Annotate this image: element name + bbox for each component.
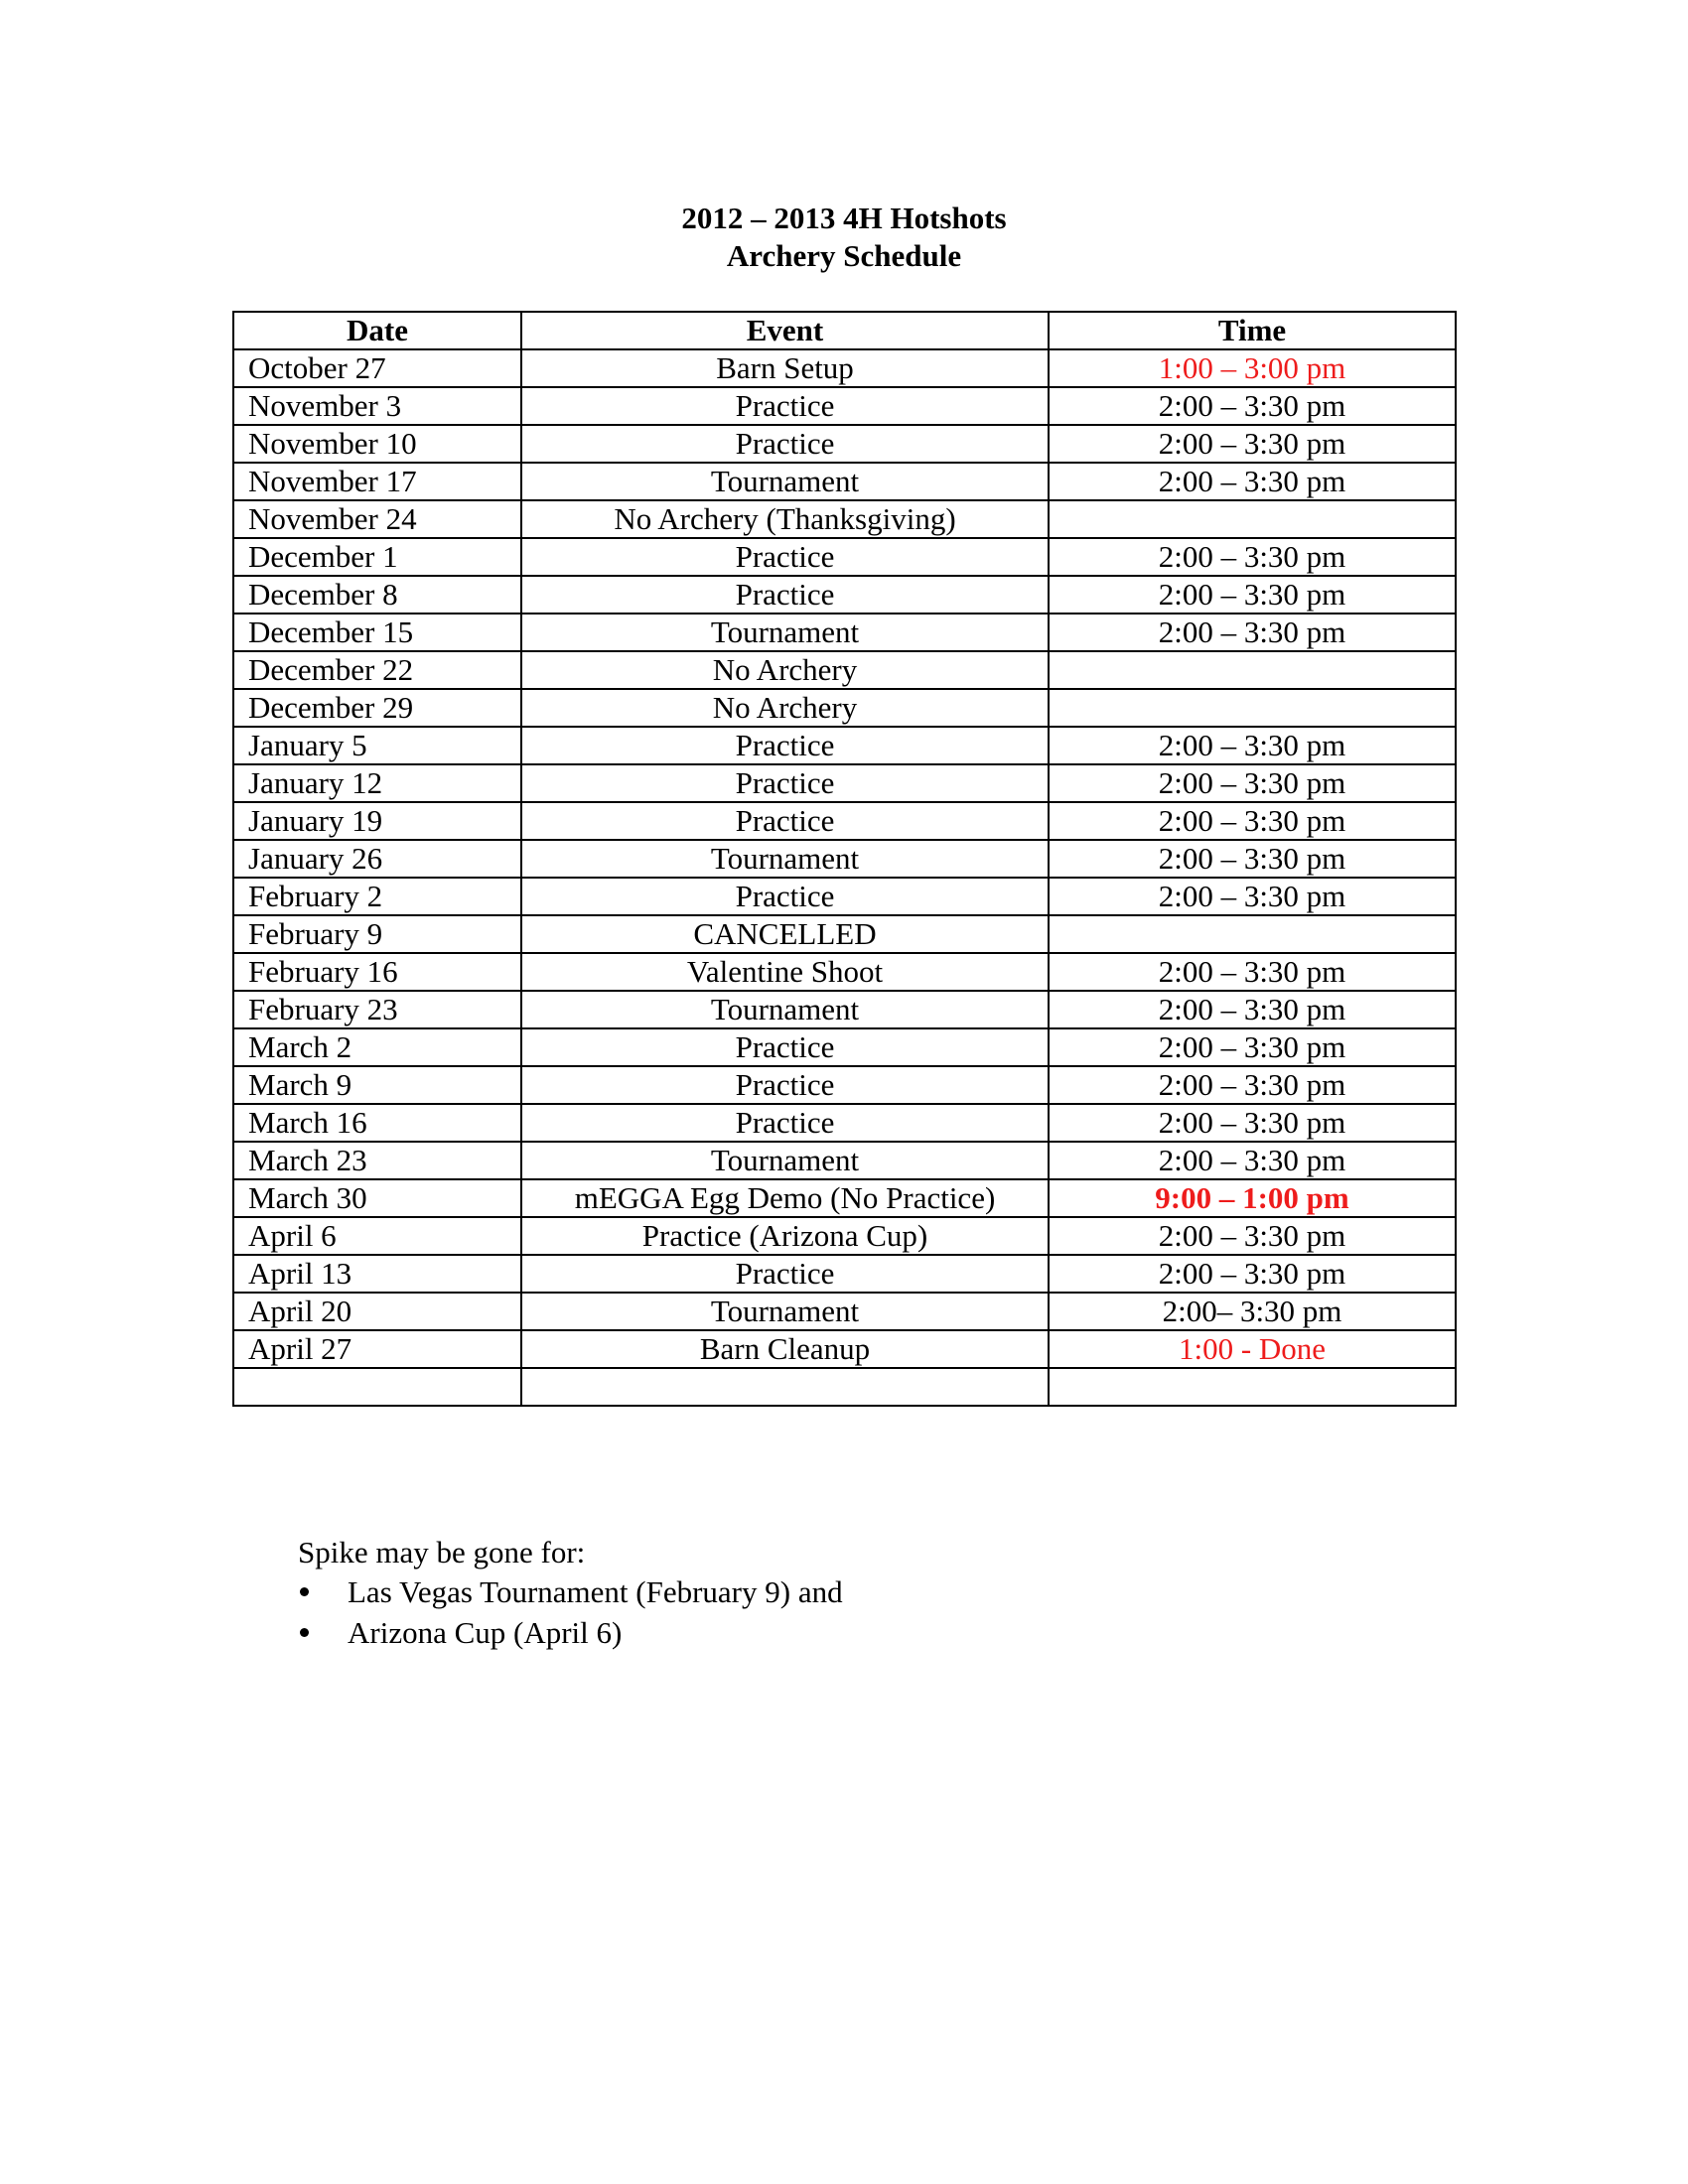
- cell-event: Barn Setup: [521, 349, 1049, 387]
- table-row: [233, 538, 1456, 576]
- cell-time: [1049, 689, 1456, 727]
- cell-time: 2:00 – 3:30 pm: [1049, 764, 1456, 802]
- cell-time: 2:00 – 3:30 pm: [1049, 953, 1456, 991]
- table-row: [233, 1104, 1456, 1142]
- table-row: [233, 915, 1456, 953]
- cell-date: December 8: [233, 576, 521, 614]
- cell-date: November 17: [233, 463, 521, 500]
- cell-date: January 5: [233, 727, 521, 764]
- cell-time: 2:00 – 3:30 pm: [1049, 878, 1456, 915]
- cell-event: Tournament: [521, 614, 1049, 651]
- cell-time: 2:00 – 3:30 pm: [1049, 840, 1456, 878]
- table-row: [233, 500, 1456, 538]
- cell-time: 2:00 – 3:30 pm: [1049, 1104, 1456, 1142]
- cell-time: 2:00 – 3:30 pm: [1049, 538, 1456, 576]
- cell-time: 2:00 – 3:30 pm: [1049, 387, 1456, 425]
- table-row: [233, 991, 1456, 1028]
- table-row: [233, 802, 1456, 840]
- table-row: [233, 878, 1456, 915]
- cell-date: November 10: [233, 425, 521, 463]
- cell-time: 2:00 – 3:30 pm: [1049, 1028, 1456, 1066]
- table-row: [233, 651, 1456, 689]
- cell-date: January 19: [233, 802, 521, 840]
- table-row: [233, 1142, 1456, 1179]
- cell-event: Practice (Arizona Cup): [521, 1217, 1049, 1255]
- cell-date: March 23: [233, 1142, 521, 1179]
- cell-date: February 2: [233, 878, 521, 915]
- cell-time: 2:00 – 3:30 pm: [1049, 576, 1456, 614]
- cell-date: March 2: [233, 1028, 521, 1066]
- table-row: [233, 840, 1456, 878]
- cell-event: Practice: [521, 1066, 1049, 1104]
- table-row: [233, 387, 1456, 425]
- cell-time: [1049, 915, 1456, 953]
- cell-date: February 16: [233, 953, 521, 991]
- cell-event: Practice: [521, 387, 1049, 425]
- cell-time: [1049, 651, 1456, 689]
- table-row: [233, 1330, 1456, 1368]
- table-row: [233, 1179, 1456, 1217]
- cell-time: 2:00 – 3:30 pm: [1049, 1217, 1456, 1255]
- table-row: [233, 1255, 1456, 1293]
- cell-event: Tournament: [521, 1142, 1049, 1179]
- cell-event: No Archery (Thanksgiving): [521, 500, 1049, 538]
- cell-event: Barn Cleanup: [521, 1330, 1049, 1368]
- cell-event: Valentine Shoot: [521, 953, 1049, 991]
- column-header-time: Time: [1049, 312, 1456, 349]
- cell-time: 2:00 – 3:30 pm: [1049, 802, 1456, 840]
- cell-time: [1049, 500, 1456, 538]
- column-header-date: Date: [233, 312, 521, 349]
- cell-time: 9:00 – 1:00 pm: [1049, 1179, 1456, 1217]
- cell-event: No Archery: [521, 689, 1049, 727]
- table-row: [233, 764, 1456, 802]
- cell-event: Practice: [521, 878, 1049, 915]
- cell-date: February 23: [233, 991, 521, 1028]
- cell-event: Tournament: [521, 1293, 1049, 1330]
- cell-time: [1049, 1368, 1456, 1406]
- cell-time: 1:00 - Done: [1049, 1330, 1456, 1368]
- cell-event: Practice: [521, 764, 1049, 802]
- cell-date: March 16: [233, 1104, 521, 1142]
- table-row: [233, 614, 1456, 651]
- table-row: [233, 576, 1456, 614]
- notes-list: [298, 1571, 843, 1653]
- schedule-table-body: [233, 349, 1456, 1406]
- cell-date: December 29: [233, 689, 521, 727]
- cell-date: February 9: [233, 915, 521, 953]
- cell-time: 2:00 – 3:30 pm: [1049, 727, 1456, 764]
- cell-time: 2:00 – 3:30 pm: [1049, 1255, 1456, 1293]
- cell-event: Practice: [521, 538, 1049, 576]
- cell-event: Tournament: [521, 463, 1049, 500]
- table-row: [233, 1028, 1456, 1066]
- page-subtitle: Archery Schedule: [726, 238, 962, 273]
- table-row: [233, 463, 1456, 500]
- list-item: [298, 1612, 843, 1653]
- cell-date: April 13: [233, 1255, 521, 1293]
- cell-date: November 24: [233, 500, 521, 538]
- schedule-table: [232, 311, 1457, 1407]
- column-header-event: Event: [521, 312, 1049, 349]
- cell-date: October 27: [233, 349, 521, 387]
- table-row: [233, 425, 1456, 463]
- cell-date: March 30: [233, 1179, 521, 1217]
- cell-time: 2:00 – 3:30 pm: [1049, 991, 1456, 1028]
- notes-intro: Spike may be gone for:: [298, 1535, 586, 1570]
- cell-event: Tournament: [521, 991, 1049, 1028]
- cell-event: Tournament: [521, 840, 1049, 878]
- table-row: [233, 953, 1456, 991]
- cell-date: April 6: [233, 1217, 521, 1255]
- page-title: 2012 – 2013 4H Hotshots: [681, 201, 1007, 235]
- cell-date: January 26: [233, 840, 521, 878]
- cell-date: December 15: [233, 614, 521, 651]
- cell-event: Practice: [521, 802, 1049, 840]
- cell-date: March 9: [233, 1066, 521, 1104]
- cell-date: January 12: [233, 764, 521, 802]
- cell-date: April 20: [233, 1293, 521, 1330]
- table-row: [233, 1368, 1456, 1406]
- bullet-icon: [300, 1628, 309, 1637]
- cell-date: December 22: [233, 651, 521, 689]
- table-row: [233, 349, 1456, 387]
- table-row: [233, 727, 1456, 764]
- table-header-row: [233, 312, 1456, 349]
- cell-event: Practice: [521, 1255, 1049, 1293]
- cell-date: [233, 1368, 521, 1406]
- cell-event: Practice: [521, 727, 1049, 764]
- cell-time: 2:00– 3:30 pm: [1049, 1293, 1456, 1330]
- cell-event: mEGGA Egg Demo (No Practice): [521, 1179, 1049, 1217]
- cell-date: April 27: [233, 1330, 521, 1368]
- cell-event: Practice: [521, 1104, 1049, 1142]
- cell-time: 2:00 – 3:30 pm: [1049, 425, 1456, 463]
- cell-date: December 1: [233, 538, 521, 576]
- cell-event: No Archery: [521, 651, 1049, 689]
- list-item-text: Arizona Cup (April 6): [348, 1615, 623, 1650]
- cell-time: 2:00 – 3:30 pm: [1049, 463, 1456, 500]
- cell-event: CANCELLED: [521, 915, 1049, 953]
- cell-event: Practice: [521, 425, 1049, 463]
- list-item-text: Las Vegas Tournament (February 9) and: [348, 1574, 843, 1609]
- list-item: [298, 1571, 843, 1612]
- cell-date: November 3: [233, 387, 521, 425]
- table-row: [233, 1293, 1456, 1330]
- bullet-icon: [300, 1587, 309, 1596]
- cell-event: Practice: [521, 1028, 1049, 1066]
- cell-event: Practice: [521, 576, 1049, 614]
- cell-time: 1:00 – 3:00 pm: [1049, 349, 1456, 387]
- cell-time: 2:00 – 3:30 pm: [1049, 1142, 1456, 1179]
- cell-time: 2:00 – 3:30 pm: [1049, 614, 1456, 651]
- table-row: [233, 1217, 1456, 1255]
- cell-event: [521, 1368, 1049, 1406]
- cell-time: 2:00 – 3:30 pm: [1049, 1066, 1456, 1104]
- table-row: [233, 689, 1456, 727]
- table-row: [233, 1066, 1456, 1104]
